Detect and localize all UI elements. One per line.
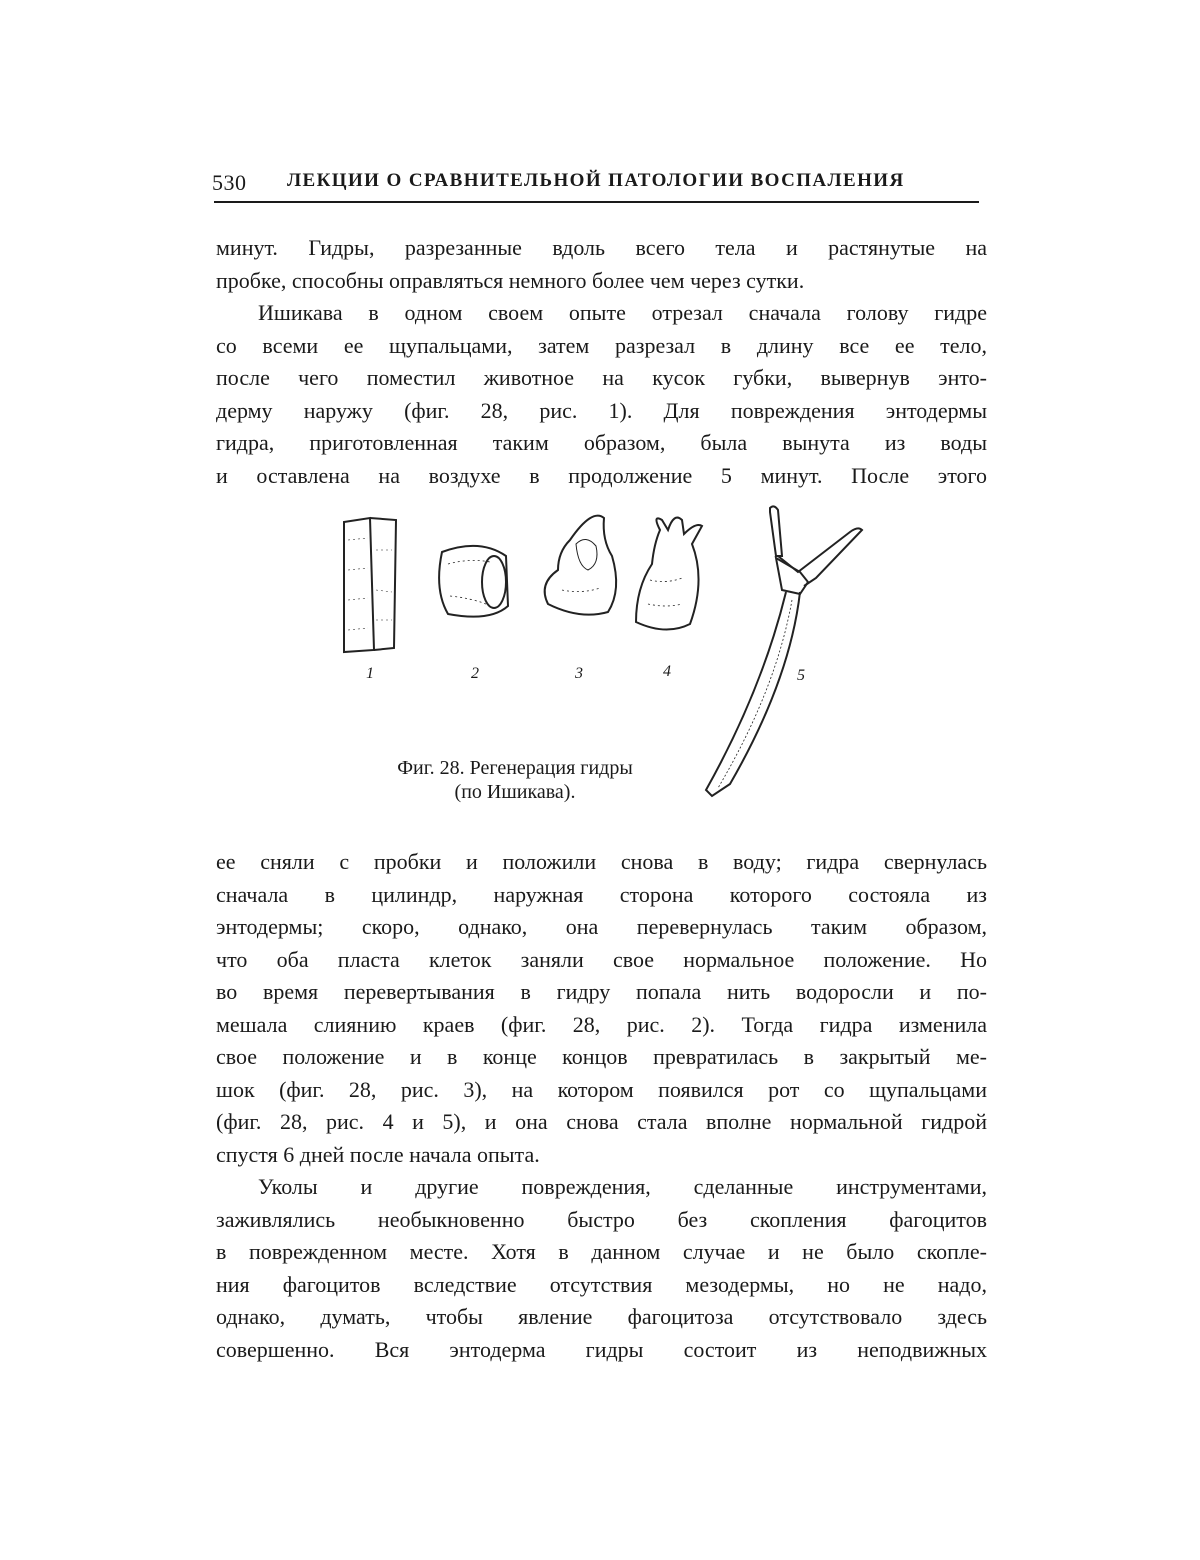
hydra-drawing-5: [706, 506, 862, 796]
figure-label-3: 3: [575, 665, 583, 682]
text-line: минут. Гидры, разрезанные вдоль всего тела и растянутые на: [216, 235, 987, 260]
text-line: ния фагоцитов вследствие отсутствия мезодермы, но не надо,: [216, 1271, 987, 1297]
text-line: свое положение и в конце концов превратилась в закрытый ме-: [216, 1044, 987, 1069]
text-line: Уколы и другие повреждения, сделанные инструментами,: [258, 1174, 987, 1199]
text-line: дерму наружу (фиг. 28, рис. 1). Для повреждения энтодермы: [216, 397, 987, 423]
text-line: со всеми ее щупальцами, затем разрезал в длину все ее тело,: [216, 332, 987, 358]
figure-label-1: 1: [366, 665, 374, 682]
figure-label-2: 2: [471, 665, 479, 682]
figure-label-4: 4: [663, 663, 671, 680]
text-line: после чего поместил животное на кусок губки, вывернув энто-: [216, 365, 987, 390]
page-number: 530: [212, 170, 247, 195]
text-line: шок (фиг. 28, рис. 3), на котором появился рот со щупальцами: [216, 1076, 987, 1102]
text-line: что оба пласта клеток заняли свое нормальное положение. Но: [216, 946, 987, 972]
text-line: ее сняли с пробки и положили снова в воду; гидра свернулась: [216, 849, 987, 874]
text-line: совершенно. Вся энтодерма гидры состоит из неподвижных: [216, 1336, 987, 1362]
hydra-drawing-3: [545, 516, 616, 615]
header-rule: [214, 201, 979, 203]
figure-caption: [350, 756, 680, 804]
text-line: и оставлена на воздухе в продолжение 5 минут. После этого: [216, 462, 987, 488]
caption-line: Фиг. 28. Регенерация гидры: [397, 757, 633, 779]
hydra-drawing-4: [636, 518, 702, 630]
caption-line: (по Ишикава).: [454, 781, 576, 803]
text-line: энтодермы; скоро, однако, она перевернулась таким образом,: [216, 914, 987, 939]
text-block-bottom: [216, 846, 987, 1366]
text-block-top: [216, 232, 987, 492]
text-line: мешала слиянию краев (фиг. 28, рис. 2). Тогда гидра изменила: [216, 1011, 987, 1037]
hydra-drawing-1: [344, 518, 396, 652]
text-line: сначала в цилиндр, наружная сторона которого состояла из: [216, 881, 987, 907]
hydra-drawing-2: [439, 546, 508, 617]
figure-label-5: 5: [797, 667, 805, 684]
text-line: пробке, способны оправляться немного более чем через сутки.: [216, 267, 805, 293]
text-line: во время перевертывания в гидру попала нить водоросли и по-: [216, 979, 987, 1004]
text-line: однако, думать, чтобы явление фагоцитоза отсутствовало здесь: [216, 1304, 987, 1329]
text-line: Ишикава в одном своем опыте отрезал сначала голову гидре: [258, 300, 987, 325]
text-line: заживлялись необыкновенно быстро без скопления фагоцитов: [216, 1206, 987, 1232]
text-line: гидра, приготовленная таким образом, была вынута из воды: [216, 430, 987, 455]
text-line: спустя 6 дней после начала опыта.: [216, 1141, 540, 1167]
text-line: (фиг. 28, рис. 4 и 5), и она снова стала вполне нормальной гидрой: [216, 1109, 987, 1134]
text-line: в поврежденном месте. Хотя в данном случае и не было скопле-: [216, 1239, 987, 1264]
running-title: ЛЕКЦИИ О СРАВНИТЕЛЬНОЙ ПАТОЛОГИИ ВОСПАЛЕНИЯ: [287, 170, 905, 191]
